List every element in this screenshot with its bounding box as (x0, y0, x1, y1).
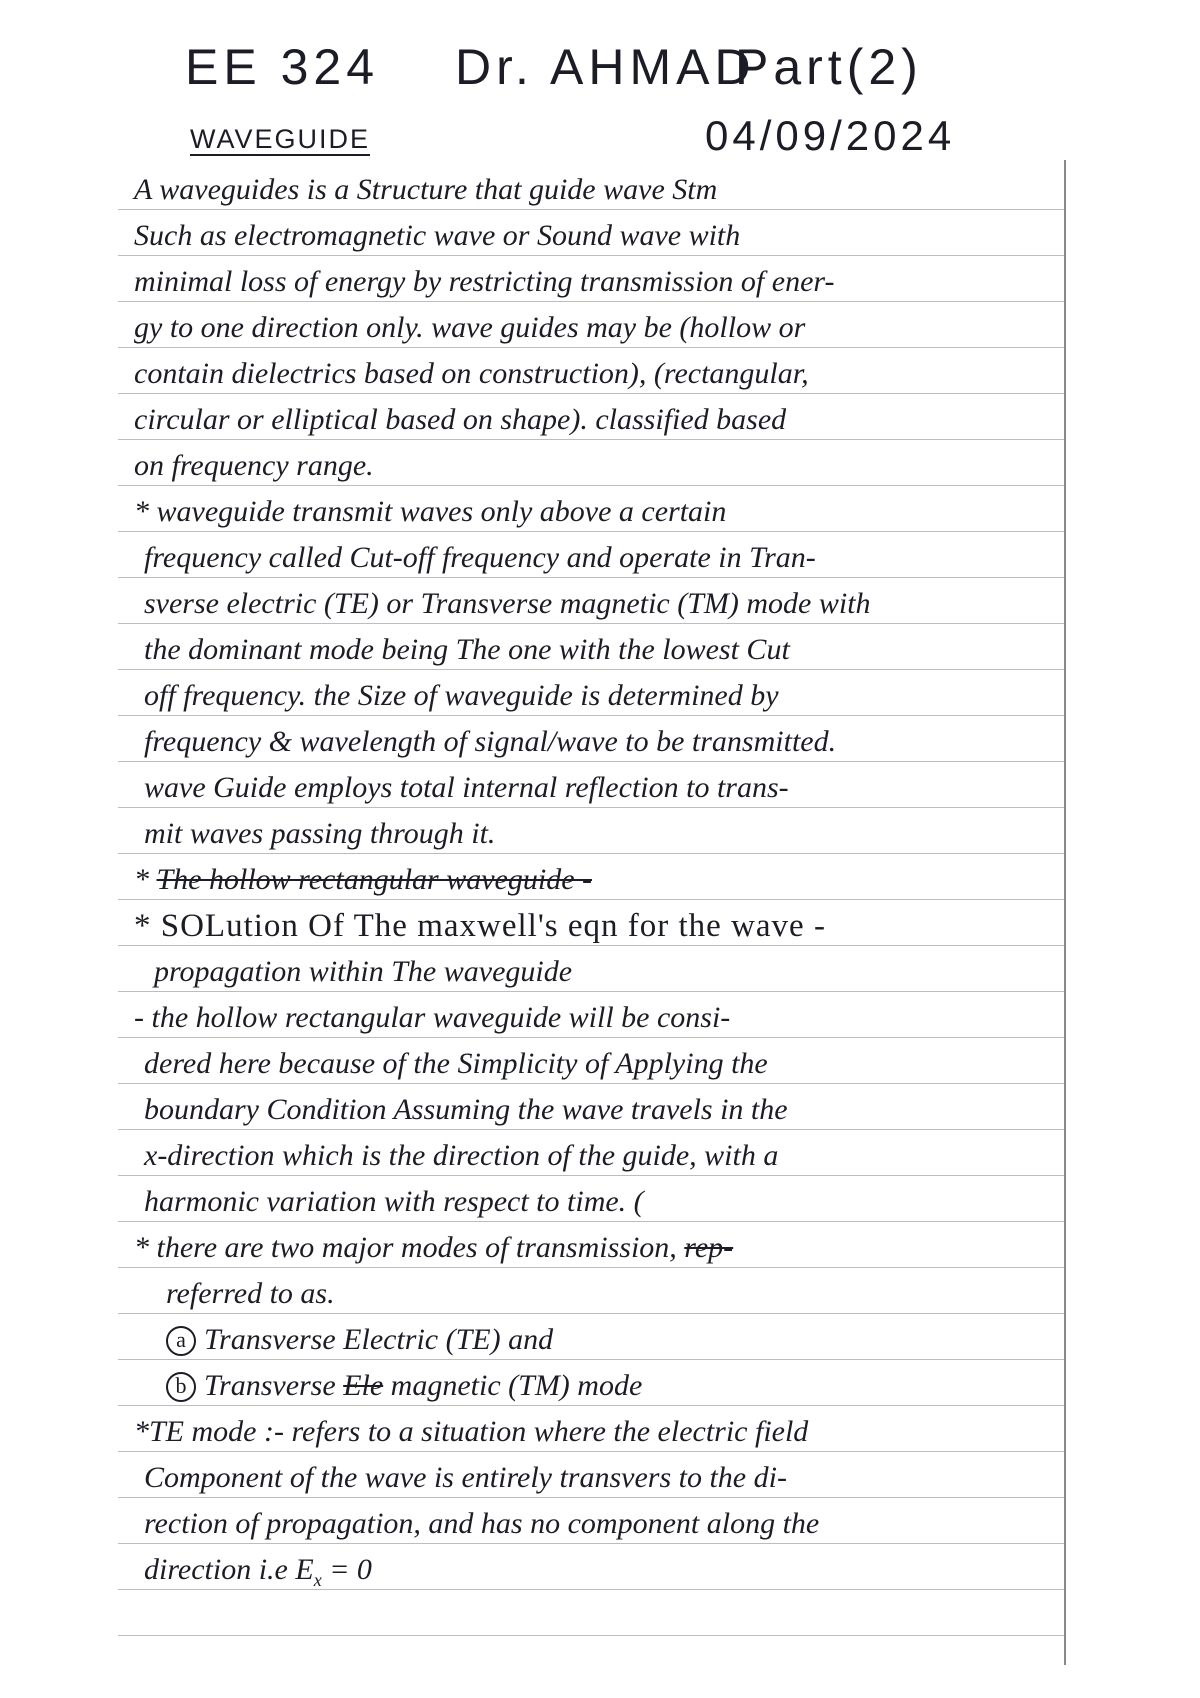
note-line: mit waves passing through it. (144, 817, 496, 850)
line-text: = 0 (321, 1553, 372, 1586)
note-line-struck (118, 855, 1064, 901)
section-heading-line: propagation within The waveguide (154, 955, 573, 988)
note-line: circular or elliptical based on shape). classified based (134, 403, 787, 436)
list-item-text: magnetic (TM) mode (383, 1369, 643, 1402)
right-margin-rule (1064, 160, 1066, 1665)
line-text: direction i.e E (144, 1553, 314, 1586)
note-line: Such as electromagnetic wave or Sound wave with (134, 219, 741, 252)
note-line: x-direction which is the direction of the guide, with a (144, 1139, 779, 1172)
circled-marker: b (166, 1372, 196, 1402)
note-line: frequency called Cut-off frequency and operate in Tran- (144, 541, 816, 574)
note-line (118, 1223, 1064, 1269)
list-item-b (118, 1361, 1064, 1407)
note-line: * waveguide transmit waves only above a certain (134, 495, 727, 528)
struck-text: rep- (684, 1231, 734, 1264)
note-line: frequency & wavelength of signal/wave to be transmitted. (144, 725, 837, 758)
list-item-text: Transverse (204, 1369, 344, 1402)
section-heading-line: * SOLution Of The maxwell's eqn for the wave - (134, 908, 826, 944)
line-text: * there are two major modes of transmission, (134, 1231, 685, 1264)
part-label: Part(2) (735, 39, 923, 95)
note-line: dered here because of the Simplicity of Applying the (144, 1047, 768, 1080)
note-line: rection of propagation, and has no component along the (144, 1507, 820, 1540)
equation-line (118, 1545, 1064, 1591)
circled-marker: a (166, 1326, 196, 1356)
note-line: off frequency. the Size of waveguide is determined by (144, 679, 779, 712)
subscript: x (313, 1570, 322, 1590)
note-line: *TE mode :- refers to a situation where the electric field (134, 1415, 809, 1448)
note-line: the dominant mode being The one with the lowest Cut (144, 633, 790, 666)
note-date: 04/09/2024 (705, 112, 956, 159)
note-line: gy to one direction only. wave guides may be (hollow or (134, 311, 806, 344)
note-line: contain dielectrics based on construction), (rectangular, (134, 357, 809, 390)
note-line: minimal loss of energy by restricting transmission of ener- (134, 265, 835, 298)
bullet-mark: * (134, 863, 149, 896)
note-line: on frequency range. (134, 449, 374, 482)
note-line: - the hollow rectangular waveguide will be consi- (134, 1001, 731, 1034)
struck-text: The hollow rectangular waveguide - (156, 863, 592, 896)
course-code: EE 324 (185, 39, 380, 95)
topic-heading: WAVEGUIDE (190, 124, 371, 154)
note-line: harmonic variation with respect to time. ( (144, 1185, 644, 1218)
note-line: wave Guide employs total internal reflection to trans- (144, 771, 789, 804)
note-line: Component of the wave is entirely transvers to the di- (144, 1461, 787, 1494)
list-item-a (118, 1315, 1064, 1361)
note-line: referred to as. (166, 1277, 335, 1310)
note-line: A waveguides is a Structure that guide wave Stm (134, 173, 718, 206)
ruled-notes-area (118, 165, 1064, 1637)
list-item-text: Transverse Electric (TE) and (204, 1323, 554, 1356)
note-line: sverse electric (TE) or Transverse magnetic (TM) mode with (144, 587, 871, 620)
struck-text: Ele (343, 1369, 384, 1402)
lecturer-name: Dr. AHMAD (455, 39, 756, 95)
note-line: boundary Condition Assuming the wave travels in the (144, 1093, 788, 1126)
